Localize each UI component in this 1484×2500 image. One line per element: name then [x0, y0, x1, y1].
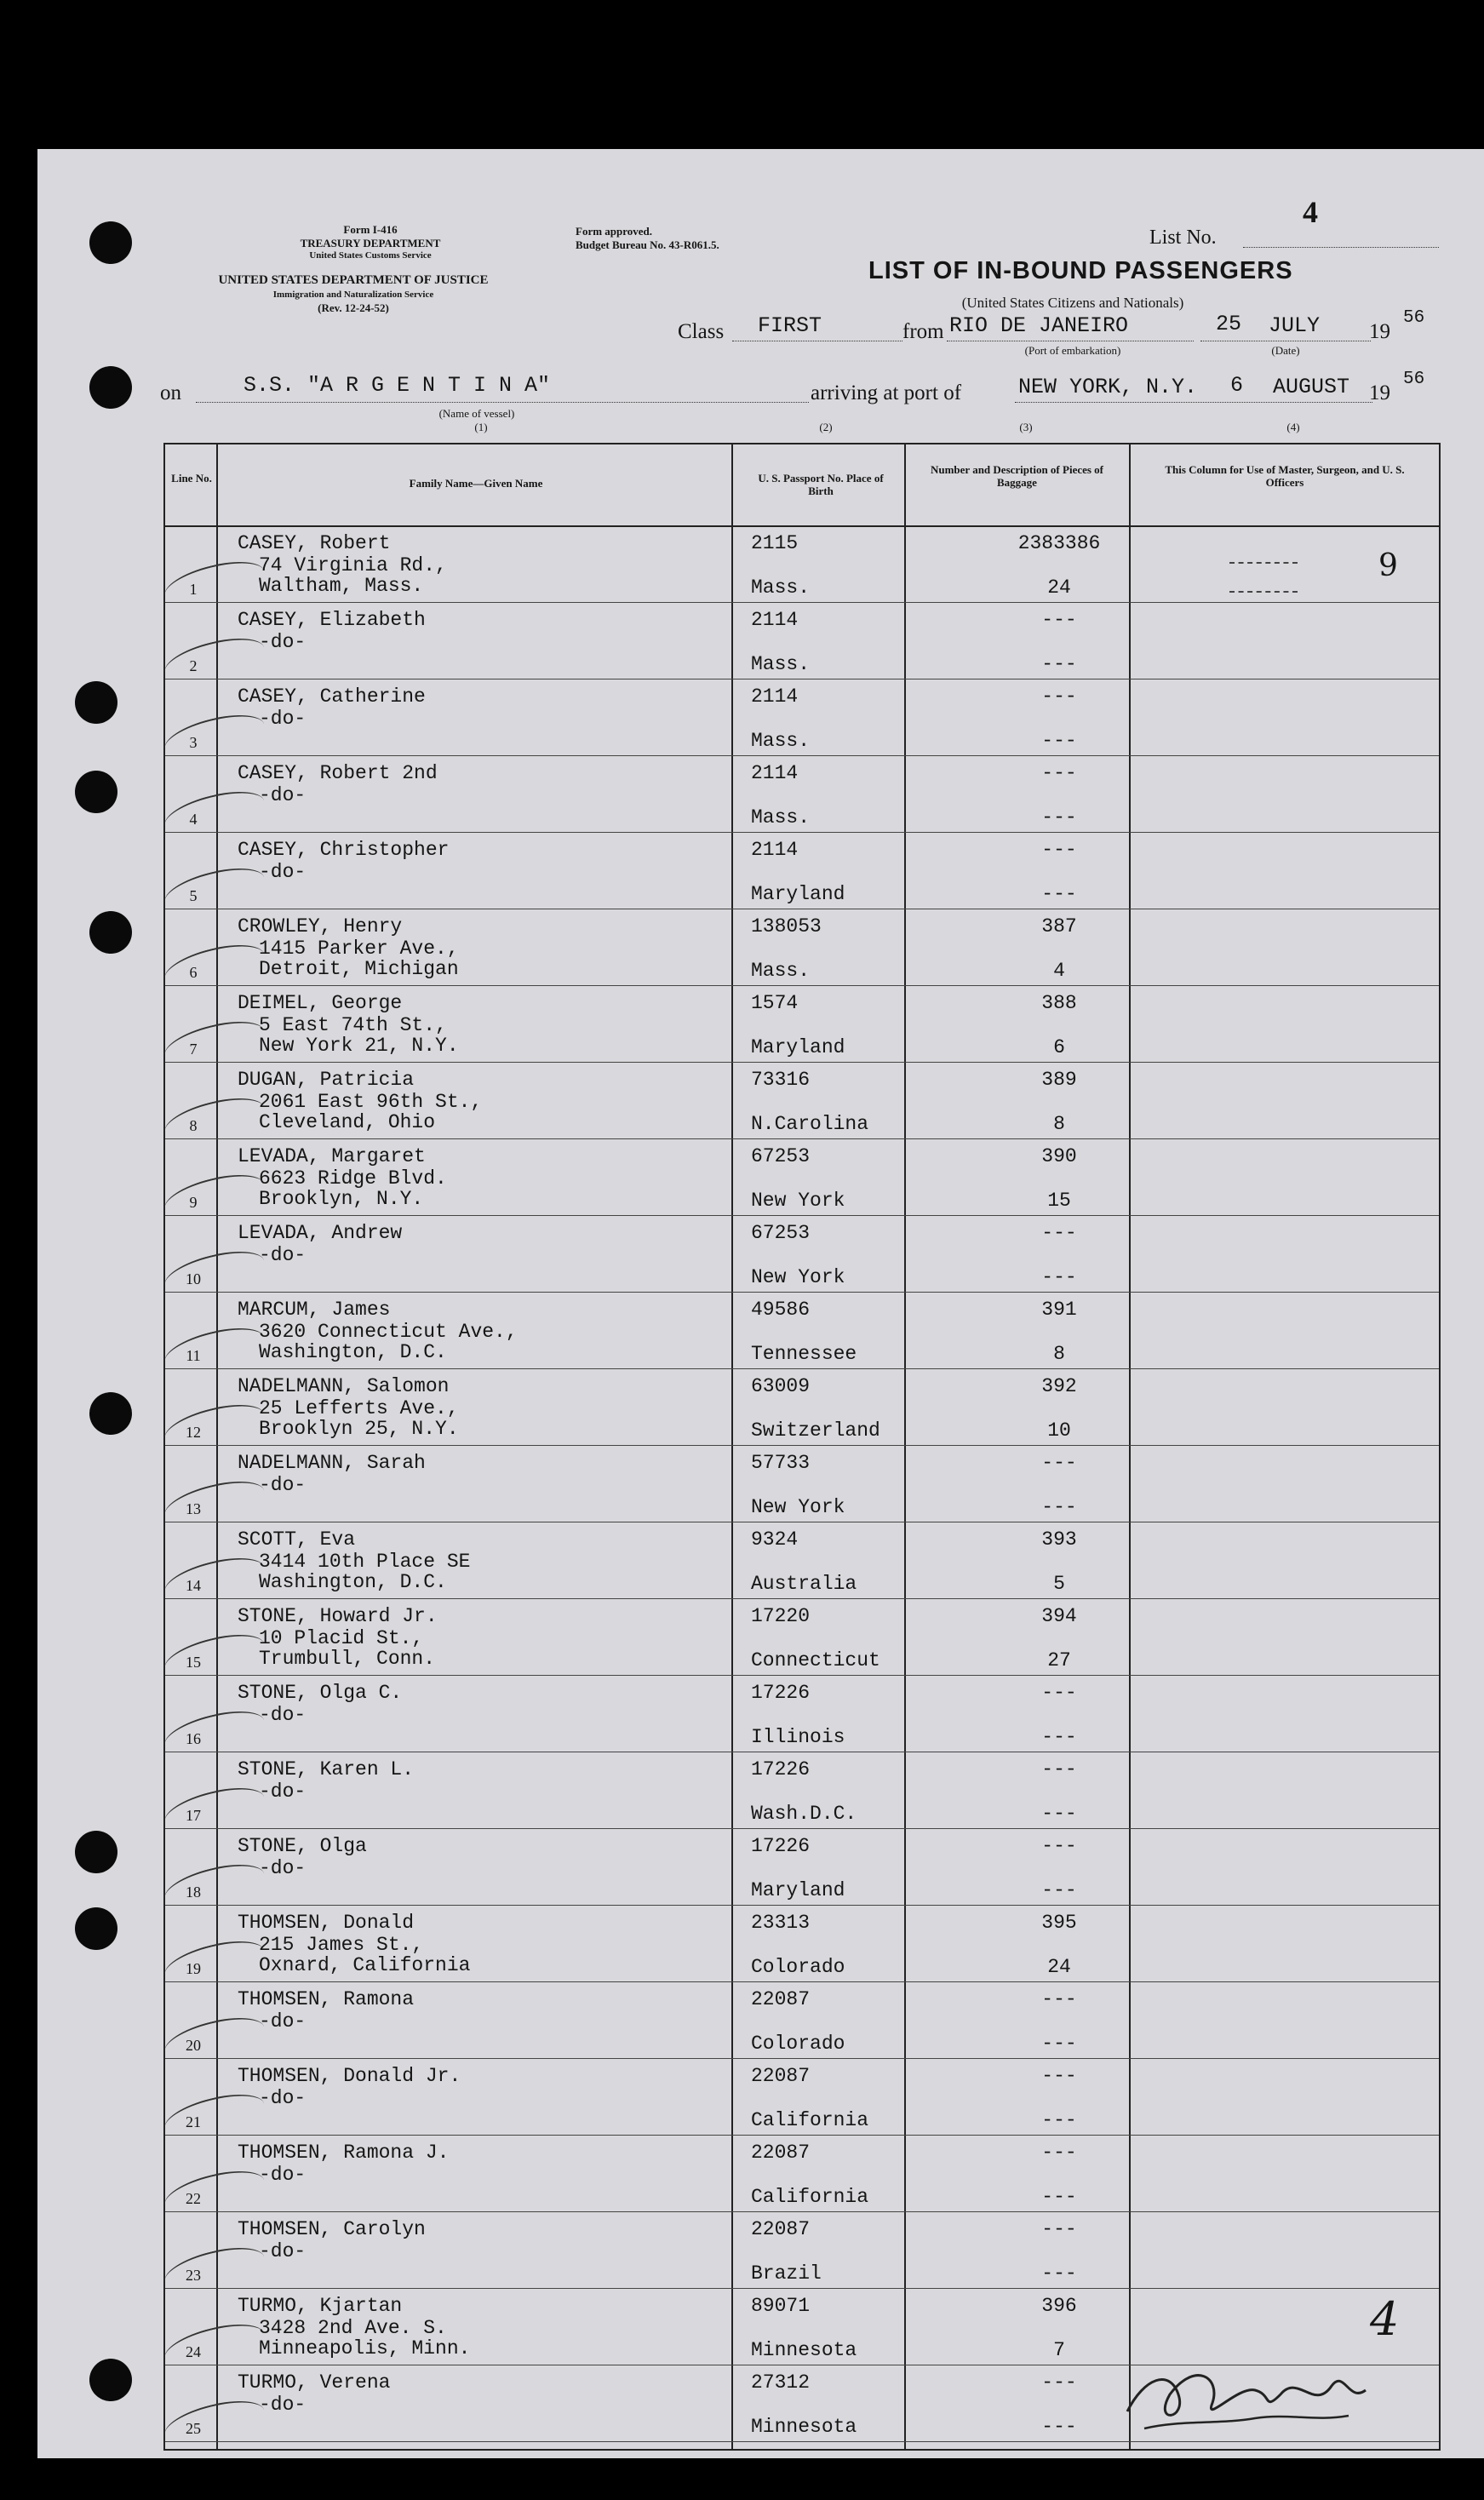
binder-hole-icon — [75, 1907, 117, 1950]
form-approved: Form approved. — [576, 225, 653, 238]
place-of-birth: Minnesota — [751, 2339, 857, 2361]
baggage-pieces: --- — [1041, 2262, 1077, 2285]
baggage-number: --- — [1041, 2218, 1077, 2240]
address-line-1: -do- — [259, 1244, 307, 1266]
address-line-1: 3414 10th Place SE — [259, 1551, 471, 1573]
passenger-name: STONE, Olga — [238, 1835, 367, 1857]
passport-number: 2115 — [751, 532, 799, 554]
place-of-birth: Mass. — [751, 960, 811, 982]
line-number: 15 — [186, 1654, 201, 1671]
place-of-birth: Minnesota — [751, 2416, 857, 2438]
address-line-2: Brooklyn, N.Y. — [259, 1188, 424, 1210]
place-of-birth: Colorado — [751, 2033, 845, 2055]
address-line-2: New York 21, N.Y. — [259, 1035, 459, 1057]
line-number: 23 — [186, 2267, 201, 2284]
table-row — [165, 757, 1439, 833]
passenger-name: STONE, Karen L. — [238, 1758, 415, 1780]
line-number: 1 — [189, 581, 198, 598]
place-of-birth: Maryland — [751, 883, 845, 905]
passenger-name: DUGAN, Patricia — [238, 1069, 415, 1091]
place-of-birth: New York — [751, 1266, 845, 1288]
address-line-1: -do- — [259, 2010, 307, 2033]
place-of-birth: Wash.D.C. — [751, 1803, 857, 1825]
address-line-1: 5 East 74th St., — [259, 1014, 447, 1036]
baggage-number: 387 — [1041, 915, 1077, 938]
address-line-1: 74 Virginia Rd., — [259, 554, 447, 576]
passenger-name: STONE, Howard Jr. — [238, 1605, 438, 1627]
passenger-name: SCOTT, Eva — [238, 1528, 356, 1551]
table-row — [165, 2060, 1439, 2136]
passenger-name: LEVADA, Andrew — [238, 1222, 403, 1244]
line-number: 19 — [186, 1960, 201, 1977]
address-line-1: -do- — [259, 2240, 307, 2262]
baggage-number: --- — [1041, 762, 1077, 784]
address-line-1: 3428 2nd Ave. S. — [259, 2317, 447, 2339]
passport-number: 1574 — [751, 992, 799, 1014]
table-row — [165, 1600, 1439, 1676]
table-row — [165, 2136, 1439, 2212]
officer-count-top: 9 — [1378, 548, 1398, 583]
line-number: 8 — [189, 1117, 198, 1134]
address-line-2: Washington, D.C. — [259, 1571, 447, 1593]
line-number: 11 — [186, 1347, 201, 1364]
binder-hole-icon — [75, 681, 117, 724]
table-row — [165, 1677, 1439, 1752]
page-title: LIST OF IN-BOUND PASSENGERS — [868, 257, 1293, 284]
passenger-name: CASEY, Catherine — [238, 685, 426, 708]
passport-number: 2114 — [751, 839, 799, 861]
arrival-port: NEW YORK, N.Y. — [1018, 375, 1198, 399]
passport-number: 57733 — [751, 1452, 811, 1474]
line-number: 7 — [189, 1041, 198, 1058]
baggage-number: --- — [1041, 1682, 1077, 1704]
baggage-number: --- — [1041, 609, 1077, 631]
place-of-birth: N.Carolina — [751, 1113, 869, 1135]
baggage-pieces: --- — [1041, 883, 1077, 905]
place-of-birth: New York — [751, 1190, 845, 1212]
baggage-number: 393 — [1041, 1528, 1077, 1551]
binder-hole-icon — [75, 1831, 117, 1873]
place-of-birth: Maryland — [751, 1879, 845, 1901]
line-number: 6 — [189, 964, 198, 981]
check-mark-icon — [161, 2393, 269, 2452]
passport-number: 22087 — [751, 2218, 811, 2240]
address-line-2: Trumbull, Conn. — [259, 1648, 436, 1670]
page-subtitle: (United States Citizens and Nationals) — [961, 295, 1184, 311]
address-line-1: -do- — [259, 1474, 307, 1496]
baggage-pieces: 8 — [1053, 1113, 1065, 1135]
binder-hole-icon — [75, 771, 117, 813]
address-line-2: Oxnard, California — [259, 1954, 471, 1976]
address-line-1: -do- — [259, 1857, 307, 1879]
arrival-year-prefix: 19 — [1369, 381, 1390, 404]
table-row — [165, 1293, 1439, 1369]
header-line-no: Line No. — [171, 472, 212, 485]
baggage-number: 390 — [1041, 1145, 1077, 1167]
baggage-pieces: 24 — [1047, 1956, 1071, 1978]
baggage-number: --- — [1041, 685, 1077, 708]
baggage-number: --- — [1041, 1988, 1077, 2010]
passenger-name: THOMSEN, Ramona J. — [238, 2142, 450, 2164]
address-line-1: -do- — [259, 1780, 307, 1803]
place-of-birth: Mass. — [751, 806, 811, 829]
treasury-dept: TREASURY DEPARTMENT — [300, 237, 441, 249]
baggage-pieces: --- — [1041, 653, 1077, 675]
baggage-number: 388 — [1041, 992, 1077, 1014]
passenger-name: MARCUM, James — [238, 1299, 391, 1321]
passport-number: 22087 — [751, 2142, 811, 2164]
passport-number: 138053 — [751, 915, 822, 938]
table-row — [165, 1907, 1439, 1982]
baggage-pieces: 15 — [1047, 1190, 1071, 1212]
baggage-number: --- — [1041, 1835, 1077, 1857]
col-num-4: (4) — [1286, 421, 1300, 433]
passenger-name: THOMSEN, Ramona — [238, 1988, 415, 2010]
passport-number: 17226 — [751, 1758, 811, 1780]
passenger-table — [163, 443, 1441, 2451]
header-passport: U. S. Passport No. Place of Birth — [758, 472, 884, 497]
list-no-value: 4 — [1303, 195, 1318, 229]
table-row — [165, 834, 1439, 909]
passenger-name: CASEY, Christopher — [238, 839, 450, 861]
place-of-birth: Colorado — [751, 1956, 845, 1978]
place-of-birth: Tennessee — [751, 1343, 857, 1365]
passenger-name: TURMO, Kjartan — [238, 2295, 403, 2317]
arrival-year: 56 — [1403, 370, 1425, 389]
binder-hole-icon — [89, 221, 132, 264]
col-num-1: (1) — [474, 421, 488, 433]
baggage-pieces: --- — [1041, 1879, 1077, 1901]
table-row — [165, 1064, 1439, 1139]
ins-service: Immigration and Naturalization Service — [272, 290, 434, 300]
address-line-1: 3620 Connecticut Ave., — [259, 1321, 518, 1343]
on-label: on — [160, 381, 181, 404]
baggage-number: 395 — [1041, 1912, 1077, 1934]
baggage-pieces: --- — [1041, 2109, 1077, 2131]
header-name: Family Name—Given Name — [409, 477, 543, 490]
table-row — [165, 1523, 1439, 1599]
address-line-1: -do- — [259, 861, 307, 883]
passport-number: 17220 — [751, 1605, 811, 1627]
passenger-name: CROWLEY, Henry — [238, 915, 403, 938]
from-port-value: RIO DE JANEIRO — [949, 313, 1129, 338]
place-of-birth: New York — [751, 1496, 845, 1518]
place-of-birth: Maryland — [751, 1036, 845, 1058]
passport-number: 27312 — [751, 2371, 811, 2394]
passport-number: 49586 — [751, 1299, 811, 1321]
revision: (Rev. 12-24-52) — [318, 301, 389, 314]
passport-number: 63009 — [751, 1375, 811, 1397]
line-number: 14 — [186, 1577, 201, 1594]
line-number: 4 — [189, 811, 198, 828]
passport-number: 17226 — [751, 1682, 811, 1704]
passport-number: 2114 — [751, 609, 799, 631]
budget-bureau: Budget Bureau No. 43-R061.5. — [576, 238, 719, 251]
table-row — [165, 604, 1439, 679]
passport-number: 67253 — [751, 1145, 811, 1167]
passenger-name: THOMSEN, Donald — [238, 1912, 415, 1934]
baggage-number: --- — [1041, 2142, 1077, 2164]
table-row — [165, 680, 1439, 756]
line-number: 3 — [189, 734, 198, 751]
address-line-1: -do- — [259, 1704, 307, 1726]
address-line-1: -do- — [259, 2394, 307, 2416]
customs-service: United States Customs Service — [309, 250, 432, 261]
baggage-pieces: 8 — [1053, 1343, 1065, 1365]
place-of-birth: Mass. — [751, 576, 811, 599]
address-line-1: -do- — [259, 708, 307, 730]
baggage-number: --- — [1041, 1452, 1077, 1474]
baggage-number: 396 — [1041, 2295, 1077, 2317]
line-number: 13 — [186, 1500, 201, 1517]
officer-dash-mark — [1229, 591, 1298, 593]
binder-hole-icon — [89, 2359, 132, 2401]
place-of-birth: Connecticut — [751, 1649, 880, 1671]
table-row — [165, 2213, 1439, 2289]
inspector-signature-icon — [1119, 2343, 1391, 2437]
from-day: 25 — [1216, 312, 1242, 336]
address-line-1: -do- — [259, 784, 307, 806]
place-of-birth: Mass. — [751, 653, 811, 675]
passport-number: 2114 — [751, 762, 799, 784]
passenger-name: CASEY, Robert — [238, 532, 391, 554]
passenger-name: THOMSEN, Donald Jr. — [238, 2065, 461, 2087]
from-year: 56 — [1403, 308, 1425, 328]
baggage-pieces: --- — [1041, 1803, 1077, 1825]
passport-number: 9324 — [751, 1528, 799, 1551]
address-line-1: 215 James St., — [259, 1934, 424, 1956]
baggage-pieces: 4 — [1053, 960, 1065, 982]
from-label: from — [902, 320, 944, 343]
passport-number: 73316 — [751, 1069, 811, 1091]
place-of-birth: Australia — [751, 1573, 857, 1595]
binder-hole-icon — [89, 911, 132, 954]
address-line-1: 6623 Ridge Blvd. — [259, 1167, 447, 1190]
address-line-2: Detroit, Michigan — [259, 958, 459, 980]
address-line-1: -do- — [259, 2087, 307, 2109]
passenger-name: CASEY, Robert 2nd — [238, 762, 438, 784]
baggage-pieces: --- — [1041, 1496, 1077, 1518]
place-of-birth: Switzerland — [751, 1419, 880, 1442]
baggage-number: 391 — [1041, 1299, 1077, 1321]
passport-number: 17226 — [751, 1835, 811, 1857]
baggage-pieces: --- — [1041, 730, 1077, 752]
address-line-1: 25 Lefferts Ave., — [259, 1397, 459, 1419]
line-number: 21 — [186, 2113, 201, 2130]
arriving-label: arriving at port of — [811, 381, 962, 404]
baggage-pieces: 24 — [1047, 576, 1071, 599]
line-number: 20 — [186, 2037, 201, 2054]
place-of-birth: California — [751, 2109, 869, 2131]
officer-dash-mark — [1229, 562, 1298, 564]
passport-number: 23313 — [751, 1912, 811, 1934]
passport-number: 89071 — [751, 2295, 811, 2317]
list-no-line — [1243, 247, 1439, 248]
baggage-pieces: --- — [1041, 1266, 1077, 1288]
baggage-number: --- — [1041, 1758, 1077, 1780]
baggage-pieces: --- — [1041, 2033, 1077, 2055]
baggage-pieces: --- — [1041, 2416, 1077, 2438]
table-row — [165, 1217, 1439, 1293]
arrival-day: 6 — [1230, 373, 1244, 398]
line-number: 25 — [186, 2420, 201, 2437]
arrival-port-line — [1015, 402, 1372, 403]
baggage-pieces: 27 — [1047, 1649, 1071, 1671]
place-of-birth: Mass. — [751, 730, 811, 752]
passenger-name: STONE, Olga C. — [238, 1682, 403, 1704]
line-number: 10 — [186, 1270, 201, 1287]
baggage-pieces: 10 — [1047, 1419, 1071, 1442]
baggage-number: --- — [1041, 1222, 1077, 1244]
baggage-pieces: 6 — [1053, 1036, 1065, 1058]
passenger-name: TURMO, Verena — [238, 2371, 391, 2394]
baggage-number: --- — [1041, 2371, 1077, 2394]
arrival-month: AUGUST — [1273, 375, 1350, 399]
address-line-1: -do- — [259, 631, 307, 653]
class-value: FIRST — [758, 313, 822, 338]
baggage-number: --- — [1041, 2065, 1077, 2087]
from-year-prefix: 19 — [1369, 320, 1390, 343]
table-row — [165, 1370, 1439, 1446]
vessel-line — [196, 402, 809, 403]
baggage-number: 394 — [1041, 1605, 1077, 1627]
address-line-2: Brooklyn 25, N.Y. — [259, 1418, 459, 1440]
line-number: 12 — [186, 1424, 201, 1441]
line-number: 5 — [189, 887, 198, 904]
officer-count-bottom: 4 — [1370, 2292, 1400, 2346]
passport-number: 22087 — [751, 1988, 811, 2010]
place-of-birth: California — [751, 2186, 869, 2208]
baggage-pieces: 7 — [1053, 2339, 1065, 2361]
baggage-pieces: --- — [1041, 2186, 1077, 2208]
justice-dept: UNITED STATES DEPARTMENT OF JUSTICE — [218, 273, 489, 287]
vessel-caption: (Name of vessel) — [438, 407, 515, 420]
col-num-2: (2) — [819, 421, 833, 433]
baggage-number: 2383386 — [1017, 532, 1101, 554]
passport-number: 22087 — [751, 2065, 811, 2087]
date-caption: (Date) — [1271, 344, 1300, 357]
address-line-2: Washington, D.C. — [259, 1341, 447, 1363]
line-number: 18 — [186, 1884, 201, 1901]
place-of-birth: Illinois — [751, 1726, 845, 1748]
line-number: 16 — [186, 1730, 201, 1747]
address-line-1: 2061 East 96th St., — [259, 1091, 483, 1113]
line-number: 2 — [189, 657, 198, 674]
binder-hole-icon — [89, 366, 132, 409]
passenger-name: DEIMEL, George — [238, 992, 403, 1014]
table-row — [165, 987, 1439, 1063]
port-embark-caption: (Port of embarkation) — [1024, 344, 1121, 357]
passenger-name: NADELMANN, Sarah — [238, 1452, 426, 1474]
passport-number: 67253 — [751, 1222, 811, 1244]
baggage-pieces: --- — [1041, 1726, 1077, 1748]
table-row — [165, 1830, 1439, 1906]
address-line-1: 10 Placid St., — [259, 1627, 424, 1649]
passenger-name: LEVADA, Margaret — [238, 1145, 426, 1167]
line-number: 9 — [189, 1194, 198, 1211]
passenger-name: THOMSEN, Carolyn — [238, 2218, 426, 2240]
header-officers: This Column for Use of Master, Surgeon, and U. S. Officers — [1165, 463, 1405, 489]
baggage-number: 392 — [1041, 1375, 1077, 1397]
list-no-label: List No. — [1149, 226, 1217, 249]
passenger-name: CASEY, Elizabeth — [238, 609, 426, 631]
line-number: 17 — [186, 1807, 201, 1824]
class-label: Class — [678, 320, 725, 343]
passport-number: 2114 — [751, 685, 799, 708]
form-number: Form I-416 — [343, 223, 398, 236]
passenger-name: NADELMANN, Salomon — [238, 1375, 450, 1397]
table-row — [165, 1140, 1439, 1216]
address-line-2: Minneapolis, Minn. — [259, 2337, 471, 2360]
from-month: JULY — [1269, 313, 1321, 338]
line-number: 24 — [186, 2343, 201, 2360]
vessel-name: S.S. "A R G E N T I N A" — [244, 373, 551, 398]
address-line-2: Waltham, Mass. — [259, 575, 424, 597]
address-line-2: Cleveland, Ohio — [259, 1111, 436, 1133]
baggage-pieces: 5 — [1053, 1573, 1065, 1595]
table-row — [165, 1447, 1439, 1522]
col-num-3: (3) — [1019, 421, 1033, 433]
address-line-1: -do- — [259, 2164, 307, 2186]
place-of-birth: Brazil — [751, 2262, 822, 2285]
binder-hole-icon — [89, 1392, 132, 1435]
header-baggage: Number and Description of Pieces of Baggage — [930, 463, 1104, 489]
baggage-number: --- — [1041, 839, 1077, 861]
line-number: 22 — [186, 2190, 201, 2207]
baggage-pieces: --- — [1041, 806, 1077, 829]
table-row — [165, 910, 1439, 986]
address-line-1: 1415 Parker Ave., — [259, 938, 459, 960]
table-row — [165, 1983, 1439, 2059]
baggage-number: 389 — [1041, 1069, 1077, 1091]
table-row — [165, 1753, 1439, 1829]
